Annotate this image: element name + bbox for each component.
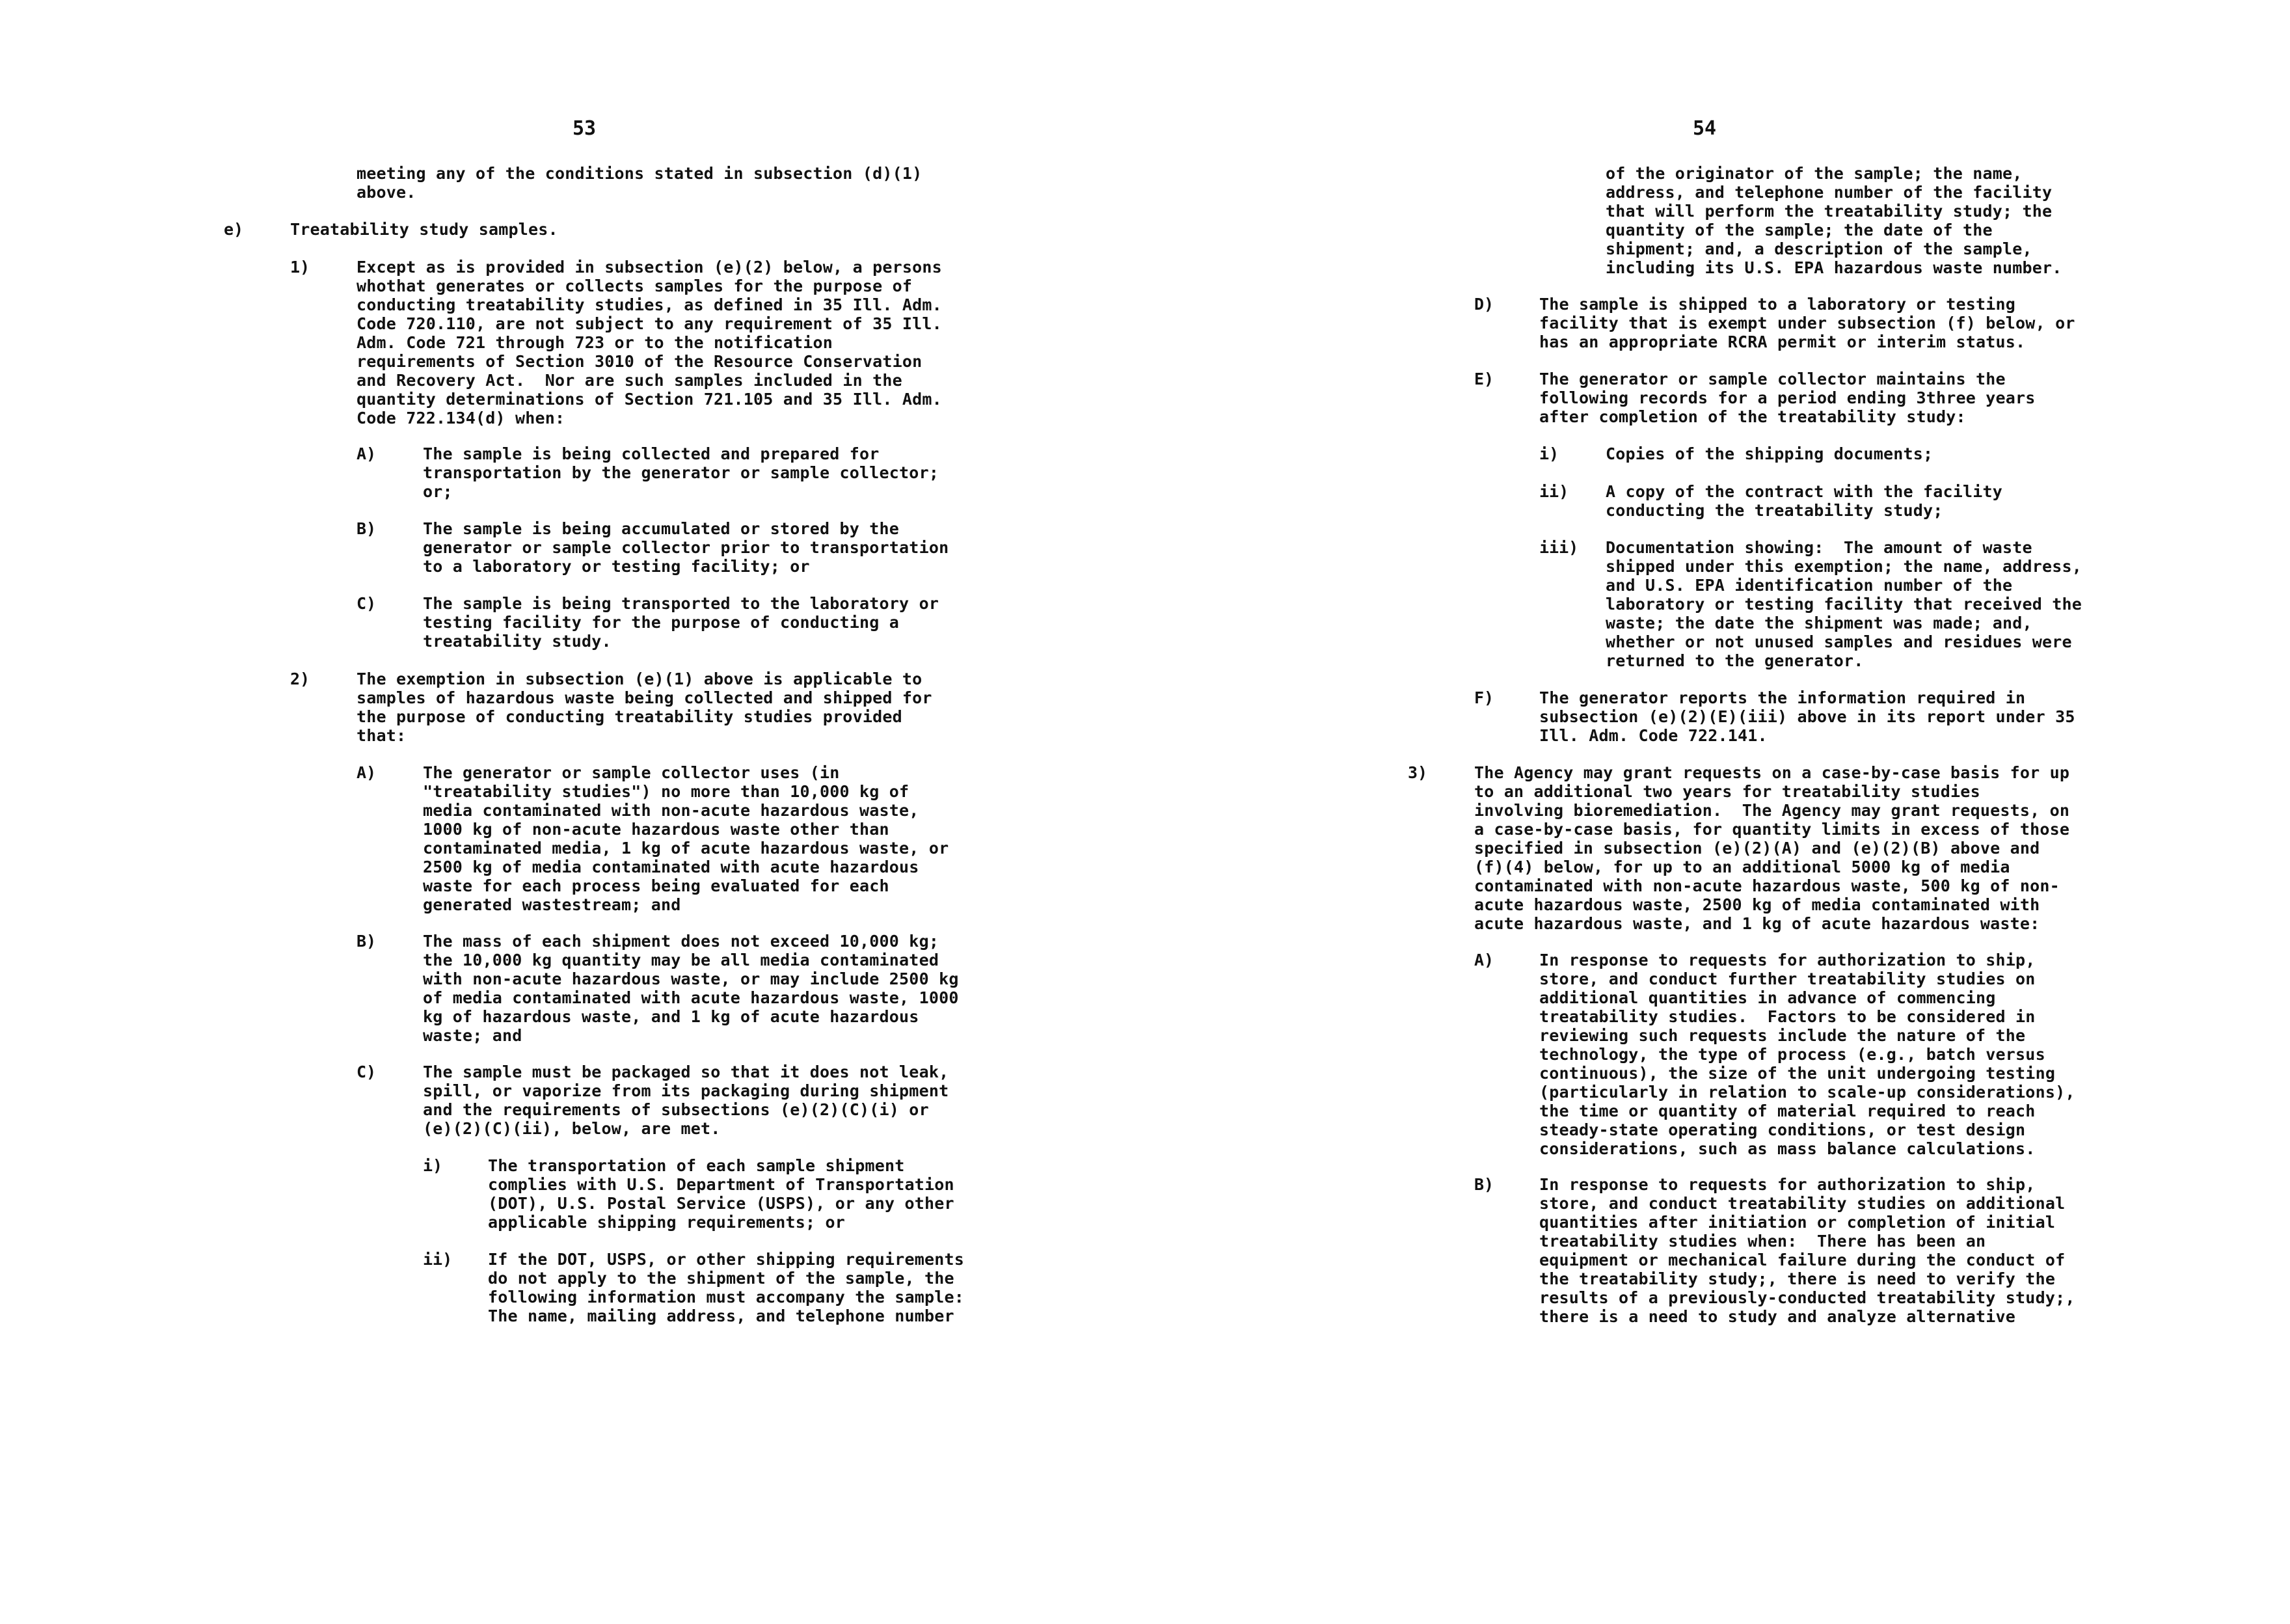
Eiii-text <box>1606 538 2082 670</box>
text-line: the treatability study;, there is need to verify the <box>1539 1269 2056 1288</box>
text-line: do not apply to the shipment of the sample, the <box>488 1269 954 1288</box>
D-label: D) <box>1474 295 1494 314</box>
text-line: has an appropriate RCRA permit or interim status. <box>1539 332 2026 351</box>
text-line: and the requirements of subsections (e)(2)(C)(i) or <box>423 1100 929 1119</box>
text-line: contaminated media, 1 kg of acute hazardous waste, or <box>423 839 949 858</box>
e1B-text <box>423 519 949 576</box>
text-line: Copies of the shipping documents; <box>1606 444 1933 463</box>
e2-text <box>357 670 932 745</box>
text-line: quantities after initiation or completion of initial <box>1539 1213 2056 1232</box>
E-label: E) <box>1474 370 1494 388</box>
text-line: In response to requests for authorization to ship, <box>1539 1175 2036 1194</box>
text-line: returned to the generator. <box>1606 651 1864 670</box>
s3B-label: B) <box>1474 1175 1494 1194</box>
text-line: complies with U.S. Department of Transportation <box>488 1175 954 1194</box>
text-line: whothat generates or collects samples for the purpose of <box>357 277 913 295</box>
text-line: following records for a period ending 3three years <box>1539 388 2036 407</box>
text-line: spill, or vaporize from its packaging during shipment <box>423 1081 949 1100</box>
text-line: subsection (e)(2)(E)(iii) above in its report under 35 <box>1539 707 2075 726</box>
text-line: waste; the date the shipment was made; and, <box>1606 614 2032 632</box>
text-line: 2500 kg of media contaminated with acute hazardous <box>423 858 919 876</box>
text-line: testing facility for the purpose of conducting a <box>423 613 900 632</box>
e1-text <box>357 258 942 427</box>
text-line: store, and conduct further treatability studies on <box>1539 969 2036 988</box>
text-line: a case-by-case basis, for quantity limits in excess of those <box>1474 820 2070 839</box>
text-line: above. <box>357 183 416 202</box>
e1A-text <box>423 444 939 501</box>
text-line: generator or sample collector prior to transportation <box>423 538 949 557</box>
s3B-text <box>1539 1175 2075 1326</box>
text-line: Documentation showing: The amount of waste <box>1606 538 2032 557</box>
e2Cii-label: ii) <box>423 1250 453 1269</box>
text-line: laboratory or testing facility that received the <box>1606 595 2082 614</box>
Ei-text <box>1606 444 1933 463</box>
text-line: The generator or sample collector uses (in <box>423 763 840 782</box>
E-text <box>1539 370 2036 426</box>
text-line: kg of hazardous waste, and 1 kg of acute hazardous <box>423 1007 919 1026</box>
text-line: contaminated with non-acute hazardous waste, 500 kg of non- <box>1474 876 2060 895</box>
F-label: F) <box>1474 688 1494 707</box>
text-line: treatability studies when: There has been an <box>1539 1232 1986 1251</box>
text-line: (DOT), U.S. Postal Service (USPS), or any other <box>488 1194 954 1213</box>
text-line: that will perform the treatability study; the <box>1606 202 2053 221</box>
text-line: transportation by the generator or sample collector; <box>423 463 939 482</box>
text-line: quantity of the sample; the date of the <box>1606 221 1993 239</box>
text-line: waste for each process being evaluated for each <box>423 876 889 895</box>
text-line: that: <box>357 726 407 745</box>
text-line: of the originator of the sample; the name, <box>1606 164 2023 183</box>
text-line: with non-acute hazardous waste, or may include 2500 kg <box>423 969 959 988</box>
text-line: shipment; and, a description of the sample, <box>1606 239 2032 258</box>
text-line: whether or not unused samples and residues were <box>1606 632 2072 651</box>
text-line: The generator or sample collector maintains the <box>1539 370 2006 388</box>
text-line: and Recovery Act. Nor are such samples included in the <box>357 371 902 390</box>
text-line: Except as is provided in subsection (e)(2) below, a persons <box>357 258 942 277</box>
e2A-text <box>423 763 949 914</box>
text-line: The sample is being accumulated or stored by the <box>423 519 900 538</box>
text-line: including its U.S. EPA hazardous waste number. <box>1606 258 2062 277</box>
text-line: there is a need to study and analyze alternative <box>1539 1307 2016 1326</box>
page-number: 53 <box>572 117 597 140</box>
continuation-text <box>1606 164 2062 277</box>
text-line: (e)(2)(C)(ii), below, are met. <box>423 1119 721 1138</box>
text-line: media contaminated with non-acute hazardous waste, <box>423 801 919 820</box>
text-line: If the DOT, USPS, or other shipping requirements <box>488 1250 965 1269</box>
e2-label: 2) <box>290 670 310 688</box>
text-line: waste; and <box>423 1026 522 1045</box>
text-line: conducting treatability studies, as defined in 35 Ill. Adm. <box>357 295 942 314</box>
e2Cii-text <box>488 1250 964 1325</box>
text-line: A copy of the contract with the facility <box>1606 482 2003 501</box>
text-line: treatability studies. Factors to be considered in <box>1539 1007 2036 1026</box>
text-line: reviewing such requests include the nature of the <box>1539 1026 2026 1045</box>
text-line: samples of hazardous waste being collected and shipped for <box>357 688 932 707</box>
text-line: The Agency may grant requests on a case-by-case basis for up <box>1474 763 2070 782</box>
text-line: shipped under this exemption; the name, address, <box>1606 557 2082 576</box>
right-page <box>1145 0 2290 1624</box>
s3A-label: A) <box>1474 951 1494 969</box>
text-line: The sample is being transported to the laboratory or <box>423 594 939 613</box>
Eii-text <box>1606 482 2002 520</box>
text-line: requirements of Section 3010 of the Resource Conservation <box>357 352 923 371</box>
text-line: The mass of each shipment does not exceed 10,000 kg; <box>423 932 939 951</box>
e1C-text <box>423 594 939 651</box>
e1-label: 1) <box>290 258 310 277</box>
text-line: technology, the type of process (e.g., batch versus <box>1539 1045 2045 1064</box>
text-line: meeting any of the conditions stated in subsection (d)(1) <box>357 164 923 183</box>
e1A-label: A) <box>357 444 377 463</box>
page-number: 54 <box>1693 117 1717 140</box>
text-line: of media contaminated with acute hazardous waste, 1000 <box>423 988 959 1007</box>
text-line: Code 722.134(d) when: <box>357 409 565 427</box>
text-line: The sample must be packaged so that it does not leak, <box>423 1062 949 1081</box>
text-line: address, and telephone number of the facility <box>1606 183 2053 202</box>
text-line: acute hazardous waste, and 1 kg of acute hazardous waste: <box>1474 914 2040 933</box>
e1C-label: C) <box>357 594 377 613</box>
text-line: Ill. Adm. Code 722.141. <box>1539 726 1768 745</box>
e2C-text <box>423 1062 949 1138</box>
e2B-text <box>423 932 959 1045</box>
text-line: involving bioremediation. The Agency may grant requests, on <box>1474 801 2070 820</box>
s3A-text <box>1539 951 2075 1158</box>
text-line: treatability study. <box>423 632 612 651</box>
text-line: 1000 kg of non-acute hazardous waste other than <box>423 820 889 839</box>
text-line: The sample is being collected and prepared for <box>423 444 880 463</box>
e2Ci-label: i) <box>423 1156 443 1175</box>
text-line: the 10,000 kg quantity may be all media contaminated <box>423 951 939 969</box>
text-line: and U.S. EPA identification number of the <box>1606 576 2013 595</box>
text-line: "treatability studies") no more than 10,000 kg of <box>423 782 909 801</box>
text-line: considerations, such as mass balance calculations. <box>1539 1139 2036 1158</box>
text-line: or; <box>423 482 453 501</box>
Eii-label: ii) <box>1539 482 1569 501</box>
text-line: the purpose of conducting treatability studies provided <box>357 707 902 726</box>
text-line: The generator reports the information required in <box>1539 688 2026 707</box>
section-e-label: e) <box>224 220 244 239</box>
text-line: The transportation of each sample shipment <box>488 1156 905 1175</box>
text-line: The sample is shipped to a laboratory or testing <box>1539 295 2016 314</box>
text-line: Adm. Code 721 through 723 or to the notification <box>357 333 833 352</box>
continuation-d1 <box>357 164 922 202</box>
text-line: generated wastestream; and <box>423 895 681 914</box>
text-line: (f)(4) below, for up to an additional 5000 kg of media <box>1474 858 2010 876</box>
text-line: to a laboratory or testing facility; or <box>423 557 810 576</box>
text-line: following information must accompany the sample: <box>488 1288 965 1306</box>
text-line: conducting the treatability study; <box>1606 501 1943 520</box>
e2Ci-text <box>488 1156 954 1232</box>
text-line: the time or quantity of material required to reach <box>1539 1102 2036 1120</box>
s3-text <box>1474 763 2069 933</box>
Ei-label: i) <box>1539 444 1559 463</box>
text-line: additional quantities in advance of commencing <box>1539 988 1996 1007</box>
e1B-label: B) <box>357 519 377 538</box>
Eiii-label: iii) <box>1539 538 1579 557</box>
e2A-label: A) <box>357 763 377 782</box>
text-line: continuous), the size of the unit undergoing testing <box>1539 1064 2056 1083</box>
text-line: store, and conduct treatability studies on additional <box>1539 1194 2066 1213</box>
text-line: In response to requests for authorization to ship, <box>1539 951 2036 969</box>
text-line: results of a previously-conducted treatability study;, <box>1539 1288 2075 1307</box>
e2B-label: B) <box>357 932 377 951</box>
text-line: acute hazardous waste, 2500 kg of media contaminated with <box>1474 895 2040 914</box>
text-line: facility that is exempt under subsection (f) below, or <box>1539 314 2075 332</box>
text-line: (particularly in relation to scale-up considerations), <box>1539 1083 2075 1102</box>
text-line: applicable shipping requirements; or <box>488 1213 846 1232</box>
text-line: steady-state operating conditions, or test design <box>1539 1120 2026 1139</box>
D-text <box>1539 295 2075 351</box>
text-line: after completion of the treatability study: <box>1539 407 1966 426</box>
text-line: quantity determinations of Section 721.105 and 35 Ill. Adm. <box>357 390 942 409</box>
section-e-title: Treatability study samples. <box>290 220 558 239</box>
text-line: equipment or mechanical failure during the conduct of <box>1539 1251 2066 1269</box>
e2C-label: C) <box>357 1062 377 1081</box>
text-line: Code 720.110, are not subject to any requirement of 35 Ill. <box>357 314 942 333</box>
text-line: The exemption in subsection (e)(1) above is applicable to <box>357 670 923 688</box>
s3-label: 3) <box>1408 763 1428 782</box>
text-line: to an additional two years for treatability studies <box>1474 782 1980 801</box>
text-line: The name, mailing address, and telephone number <box>488 1306 954 1325</box>
F-text <box>1539 688 2075 745</box>
text-line: specified in subsection (e)(2)(A) and (e)(2)(B) above and <box>1474 839 2040 858</box>
